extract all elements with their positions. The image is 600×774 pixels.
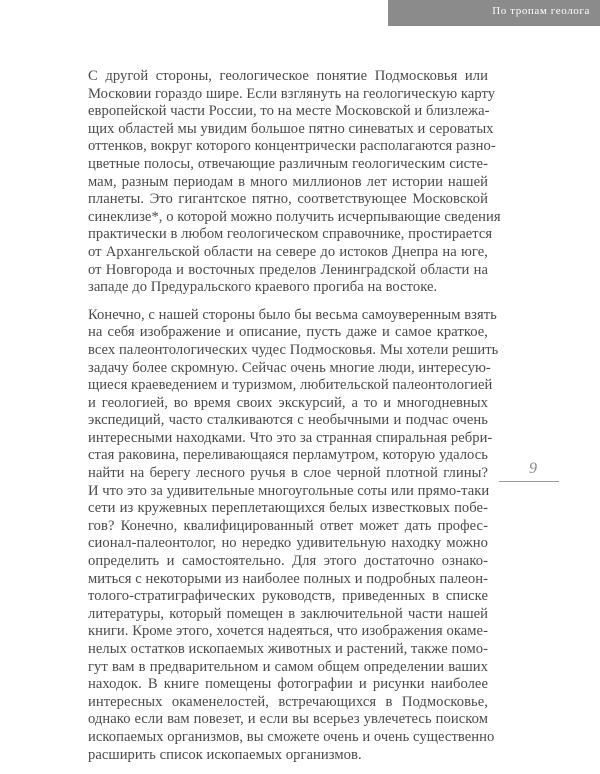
text-line: на себя изображение и описание, пусть даже и самое краткое, [88, 324, 488, 341]
paragraph-1 [88, 68, 501, 297]
text-line: цветные полосы, отвечающие различным геологическим систе- [88, 155, 488, 172]
text-line: стая раковина, переливающаяся перламутром, которую удалось [88, 447, 488, 464]
text-line: всех палеонтологических чудес Подмосковья. Мы хотели решить [88, 341, 499, 358]
text-line: интересных окаменелостей, встречающихся в Подмосковье, [88, 693, 488, 710]
body-text [88, 68, 501, 774]
text-line: планеты. Это гигантское пятно, соответствующее Московской [88, 191, 488, 208]
text-line: нелых остатков ископаемых животных и растений, также помо- [88, 641, 488, 657]
text-line: щих областей мы увидим большое пятно синеватых и сероватых [88, 120, 494, 137]
text-line: расширить список ископаемых организмов. [88, 746, 362, 763]
text-line: мам, разным периодам в много миллионов лет истории нашей [88, 173, 488, 190]
text-line: книги. Кроме этого, хочется надеяться, что изображения окаме- [88, 623, 488, 640]
text-line: задачу более скромную. Сейчас очень многие люди, интересую- [88, 359, 491, 376]
page-number-rule [499, 481, 559, 482]
running-header-bar [388, 0, 600, 26]
text-line: щиеся краеведением и туризмом, любительской палеонтологией [88, 377, 493, 394]
text-line: западе до Предуральского краевого прогиба на востоке. [88, 279, 438, 296]
paragraph-2 [88, 306, 499, 764]
text-line: европейской части России, то на месте Московской и близлежа- [88, 103, 490, 120]
text-line: толого-стратиграфических руководств, приведенных в списке [88, 588, 488, 605]
page-number: 9 [529, 460, 537, 477]
text-line: находок. В книге помещены фотографии и рисунки наиболее [88, 676, 488, 693]
text-line: гут вам в предварительном и самом общем определении ваших [88, 658, 488, 675]
text-line: И что это за удивительные многоугольные соты или прямо-таки [88, 482, 490, 499]
text-line: Конечно, с нашей стороны было бы весьма самоуверенным взять [88, 306, 497, 323]
text-line: от Архангельской области на севере до истоков Днепра на юге, [88, 243, 488, 260]
text-line: сети из кружевных переплетающихся белых известковых побе- [88, 500, 488, 517]
text-line: миться с некоторыми из наиболее полных и подробных палеон- [88, 570, 488, 587]
text-line: определить и самостоятельно. Для этого достаточно ознако- [88, 553, 488, 570]
running-header-title: По тропам геолога [492, 5, 590, 17]
text-line: интересными находками. Что это за странная спиральная ребри- [88, 429, 493, 446]
text-line: от Новгорода и восточных пределов Ленинградской области на [88, 261, 488, 278]
text-line: оттенков, вокруг которого концентрически располагаются разно- [88, 138, 496, 155]
text-line: и геологией, во время своих экскурсий, а то и многодневных [88, 394, 488, 411]
text-line: экспедиций, часто сталкиваются с необычными и подчас очень [88, 412, 488, 429]
text-line: сионал-палеонтолог, но нередко удивительную находку можно [88, 535, 488, 552]
text-line: ископаемых организмов, вы сможете очень и очень существенно [88, 728, 495, 745]
text-line: однако если вам повезет, и если вы всерьез увлечетесь поиском [88, 711, 488, 728]
text-line: найти на берегу лесного ручья в слое черной плотной глины? [88, 465, 488, 482]
text-line: С другой стороны, геологическое понятие Подмосковья или [88, 68, 488, 84]
text-line: синеклизе*, о которой можно получить исчерпывающие сведения [88, 208, 501, 225]
text-line: литературы, который помещен в заключительной части нашей [88, 605, 488, 622]
text-line: Московии гораздо шире. Если взглянуть на геологическую карту [88, 85, 496, 102]
text-line: гов? Конечно, квалифицированный ответ может дать профес- [88, 517, 488, 534]
text-line: практически в любом геологическом справочнике, простирается [88, 226, 493, 243]
